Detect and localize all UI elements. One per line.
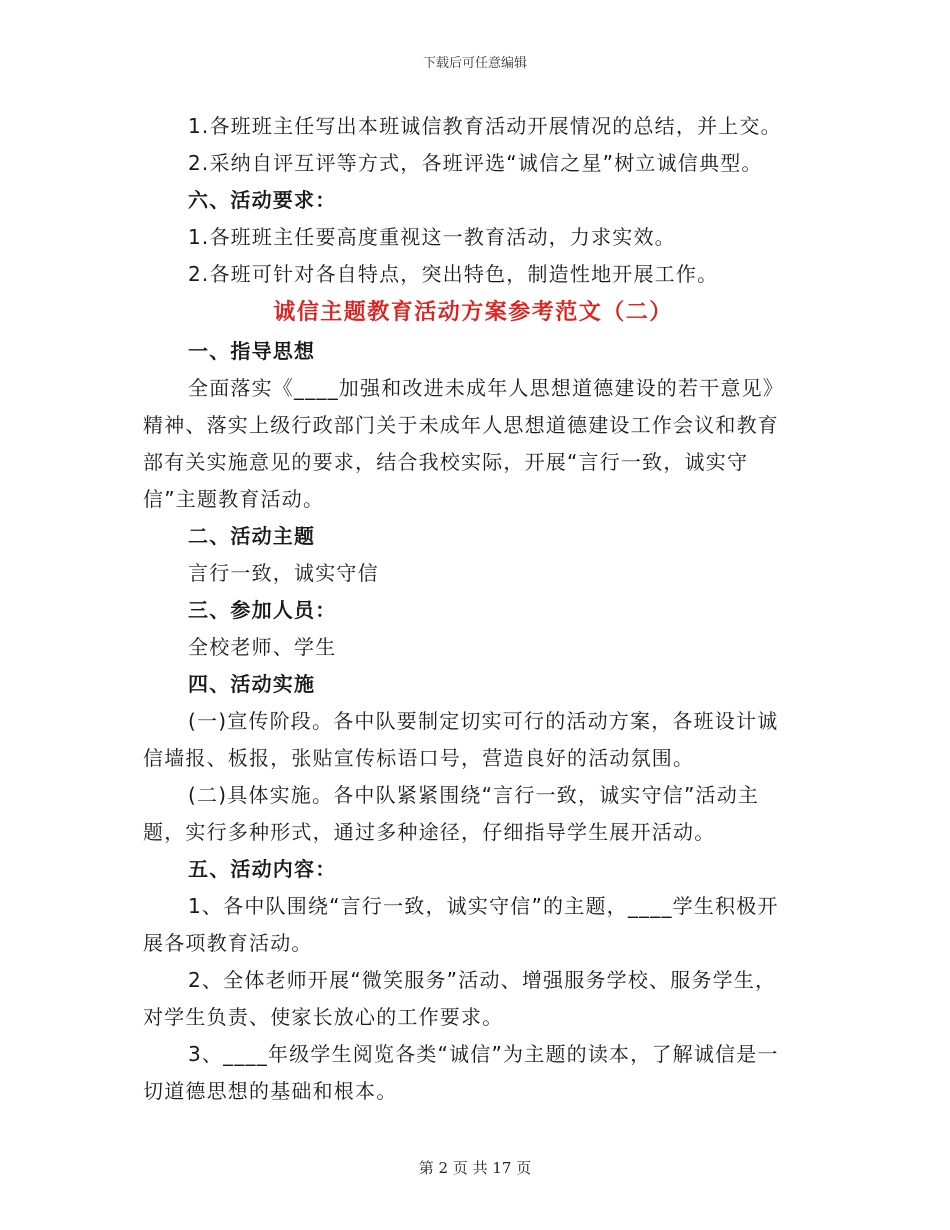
paragraph-line: 全面落实《____加强和改进未成年人思想道德建设的若干意见》 xyxy=(188,376,784,400)
paragraph-content-2 xyxy=(143,962,811,1036)
activity-theme-text: 言行一致，诚实守信 xyxy=(188,561,379,585)
section-title: 诚信主题教育活动方案参考范文（二） xyxy=(273,300,673,325)
page-header: 下载后可任意编辑 xyxy=(422,56,527,71)
paragraph-line: 信墙报、板报，张贴宣传标语口号，营造良好的活动氛围。 xyxy=(143,746,695,770)
heading-requirements: 六、活动要求： xyxy=(188,188,337,212)
paragraph-line: 部有关实施意见的要求，结合我校实际，开展“言行一致，诚实守 xyxy=(143,450,749,474)
page-footer: 第 2 页 共 17 页 xyxy=(418,1159,532,1177)
heading-activity-theme: 二、活动主题 xyxy=(188,524,316,548)
heading-implementation: 四、活动实施 xyxy=(188,672,316,696)
item-summary: 1.各班班主任写出本班诚信教育活动开展情况的总结，并上交。 xyxy=(188,114,782,138)
paragraph-line: (一)宣传阶段。各中队要制定切实可行的活动方案，各班设计诚 xyxy=(188,709,779,733)
paragraph-implementation-1 xyxy=(143,703,811,777)
paragraph-line: 切道德思想的基础和根本。 xyxy=(143,1079,398,1103)
paragraph-line: 信”主题教育活动。 xyxy=(143,487,325,511)
paragraph-line: 2、全体老师开展“微笑服务”活动、增强服务学校、服务学生， xyxy=(188,968,777,992)
participants-text: 全校老师、学生 xyxy=(188,635,337,659)
document-body xyxy=(143,108,811,1110)
paragraph-content-3 xyxy=(143,1036,811,1110)
paragraph-guiding-thought xyxy=(143,370,811,518)
item-requirement-2: 2.各班可针对各自特点，突出特色，制造性地开展工作。 xyxy=(188,262,719,286)
heading-participants: 三、参加人员： xyxy=(188,598,337,622)
heading-activity-content: 五、活动内容： xyxy=(188,857,337,881)
item-requirement-1: 1.各班班主任要高度重视这一教育活动，力求实效。 xyxy=(188,225,676,249)
paragraph-line: 对学生负责、使家长放心的工作要求。 xyxy=(143,1005,504,1029)
paragraph-line: (二)具体实施。各中队紧紧围绕“言行一致，诚实守信”活动主 xyxy=(188,783,760,807)
paragraph-line: 题，实行多种形式，通过多种途径，仔细指导学生展开活动。 xyxy=(143,820,716,844)
paragraph-line: 精神、落实上级行政部门关于未成年人思想道德建设工作会议和教育 xyxy=(143,413,779,437)
item-star-selection: 2.采纳自评互评等方式，各班评选“诚信之星”树立诚信典型。 xyxy=(188,151,763,175)
paragraph-implementation-2 xyxy=(143,777,811,851)
paragraph-line: 展各项教育活动。 xyxy=(143,931,313,955)
paragraph-line: 3、____年级学生阅览各类“诚信”为主题的读本，了解诚信是一 xyxy=(188,1042,779,1066)
paragraph-line: 1、各中队围绕“言行一致，诚实守信”的主题，____学生积极开 xyxy=(188,894,779,918)
paragraph-content-1 xyxy=(143,888,811,962)
heading-guiding-thought: 一、指导思想 xyxy=(188,339,316,363)
